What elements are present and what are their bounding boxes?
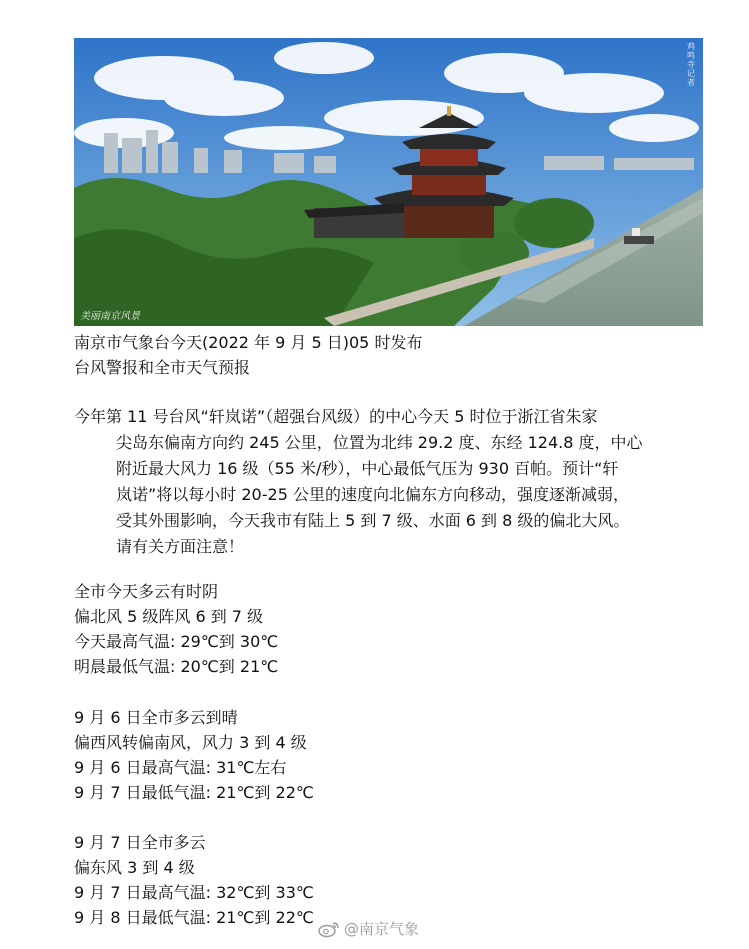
weibo-watermark	[318, 918, 419, 940]
landscape-illustration	[74, 38, 703, 326]
typhoon-line: 岚诺”将以每小时 20-25 公里的速度向北偏东方向移动，强度逐渐减弱，	[116, 485, 629, 504]
today-forecast-line: 明晨最低气温: 20℃到 21℃	[74, 657, 279, 676]
sep6-forecast-line: 9 月 7 日最低气温: 21℃到 22℃	[74, 783, 314, 802]
sep6-forecast-line: 偏西风转偏南风，风力 3 到 4 级	[74, 733, 307, 752]
sep7-forecast-line: 偏东风 3 到 4 级	[74, 858, 195, 877]
sep7-forecast-line: 9 月 7 日全市多云	[74, 833, 206, 852]
today-forecast-line: 全市今天多云有时阴	[74, 582, 219, 601]
typhoon-line: 附近最大风力 16 级（55 米/秒），中心最低气压为 930 百帕。预计“轩	[116, 459, 619, 478]
typhoon-line: 请有关方面注意！	[116, 537, 245, 556]
sep7-forecast-line: 9 月 7 日最高气温: 32℃到 33℃	[74, 883, 314, 902]
header-photo	[74, 38, 703, 326]
weibo-icon	[318, 920, 340, 938]
watermark-text: @南京气象	[344, 920, 420, 938]
typhoon-line: 尖岛东偏南方向约 245 公里，位置为北纬 29.2 度、东经 124.8 度，中心	[116, 433, 643, 452]
sep6-forecast-line: 9 月 6 日全市多云到晴	[74, 708, 238, 727]
report-title-line1: 南京市气象台今天(2022 年 9 月 5 日)05 时发布	[74, 333, 423, 352]
today-forecast-line: 偏北风 5 级阵风 6 到 7 级	[74, 607, 264, 626]
photo-stamp-bottom: 美丽南京风景	[80, 311, 140, 322]
typhoon-line: 受其外围影响，今天我市有陆上 5 到 7 级、水面 6 到 8 级的偏北大风。	[116, 511, 630, 530]
report-title-line2: 台风警报和全市天气预报	[74, 358, 251, 377]
sep7-forecast-line: 9 月 8 日最低气温: 21℃到 22℃	[74, 908, 314, 927]
photo-stamp-top: 鸡鸣寺记者	[687, 42, 695, 87]
today-forecast-line: 今天最高气温: 29℃到 30℃	[74, 632, 279, 651]
sep6-forecast-line: 9 月 6 日最高气温: 31℃左右	[74, 758, 287, 777]
typhoon-line: 今年第 11 号台风“轩岚诺”（超强台风级）的中心今天 5 时位于浙江省朱家	[74, 407, 598, 426]
